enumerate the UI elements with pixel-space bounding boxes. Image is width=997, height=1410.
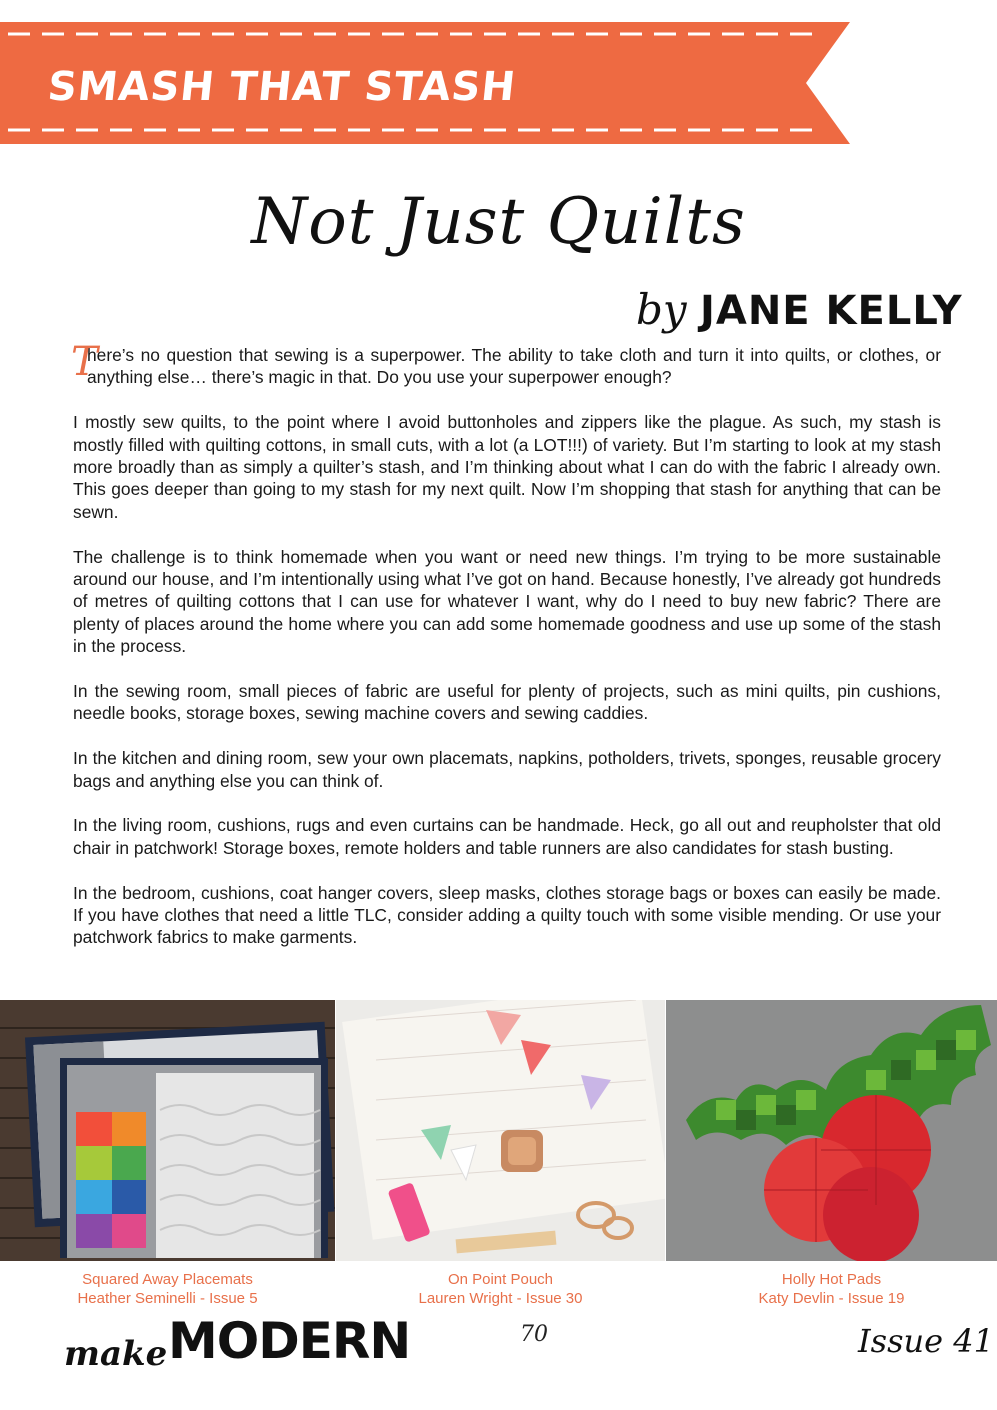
paragraph: In the sewing room, small pieces of fabric are useful for plenty of projects, such as mini quilts, pin cushions, needle books, storage boxes, sewing machine covers and sewing caddies. <box>73 681 941 724</box>
issue-label: Issue 41 <box>858 1322 994 1360</box>
intro-text: here’s no question that sewing is a superpower. The ability to take cloth and turn it into quilts, or clothes, or anything else… there’s magic in that. Do you use your superpower enough? <box>87 345 941 388</box>
paragraph: In the kitchen and dining room, sew your own placemats, napkins, potholders, trivets, sponges, reusable grocery bags and anything else you can think of. <box>73 748 941 791</box>
byline-prefix: by <box>636 285 687 334</box>
hot-pads-photo <box>666 1000 997 1261</box>
intro-paragraph <box>71 339 941 389</box>
caption-title: Holly Hot Pads <box>781 1271 882 1288</box>
paragraph: In the living room, cushions, rugs and even curtains can be handmade. Heck, go all out and reupholster that old chair in patchwork! Storage boxes, remote holders and table runners are also candidates for stash busting. <box>73 815 941 858</box>
paragraph: The challenge is to think homemade when you want or need new things. I’m trying to be more sustainable around our house, and I’m intentionally using what I’ve got on hand. Because honestly, I’ve already got hundreds of metres of quilting cottons that I can use for whatever I want, why do I need to buy new fabric? There are plenty of places around the home where you can add some homemade goodness and use up some of the stash in the process. <box>73 546 941 657</box>
paragraph: I mostly sew quilts, to the point where I avoid buttonholes and zippers like the plague. As such, my stash is mostly filled with quilting cottons, in small cuts, with a lot (a LOT!!!) of variety. But I’m starting to look at my stash more broadly than as simply a quilter’s stash, and I’m thinking about what I can do with the fabric I already own. This goes deeper than going to my stash for my next quilt. Now I’m shopping that stash for anything that can be sewn. <box>73 412 941 522</box>
logo-make-text: make <box>64 1334 168 1374</box>
page-number: 70 <box>520 1322 548 1347</box>
placemats-photo <box>0 1000 335 1261</box>
section-label: SMASH THAT STASH <box>45 64 519 110</box>
caption-title: Squared Away Placemats <box>82 1271 253 1288</box>
photo-caption <box>666 1270 997 1308</box>
photo-caption <box>0 1270 335 1308</box>
byline <box>636 285 963 334</box>
logo-modern-text: MODERN <box>168 1312 411 1370</box>
caption-title: On Point Pouch <box>447 1271 554 1288</box>
caption-credit: Katy Devlin - Issue 19 <box>758 1290 905 1307</box>
article-body <box>71 339 941 971</box>
section-banner <box>0 22 850 144</box>
pouch-photo <box>336 1000 665 1261</box>
caption-credit: Lauren Wright - Issue 30 <box>418 1290 583 1307</box>
article-title: Not Just Quilts <box>251 185 746 259</box>
caption-credit: Heather Seminelli - Issue 5 <box>77 1290 258 1307</box>
author-name: JANE KELLY <box>699 288 963 334</box>
photo-caption <box>336 1270 665 1308</box>
paragraph: In the bedroom, cushions, coat hanger covers, sleep masks, clothes storage bags or boxes can easily be made. If you have clothes that need a little TLC, consider adding a quilty touch with some visible mending. Or use your patchwork fabrics to make garments. <box>73 882 941 948</box>
drop-cap: T <box>71 339 98 385</box>
